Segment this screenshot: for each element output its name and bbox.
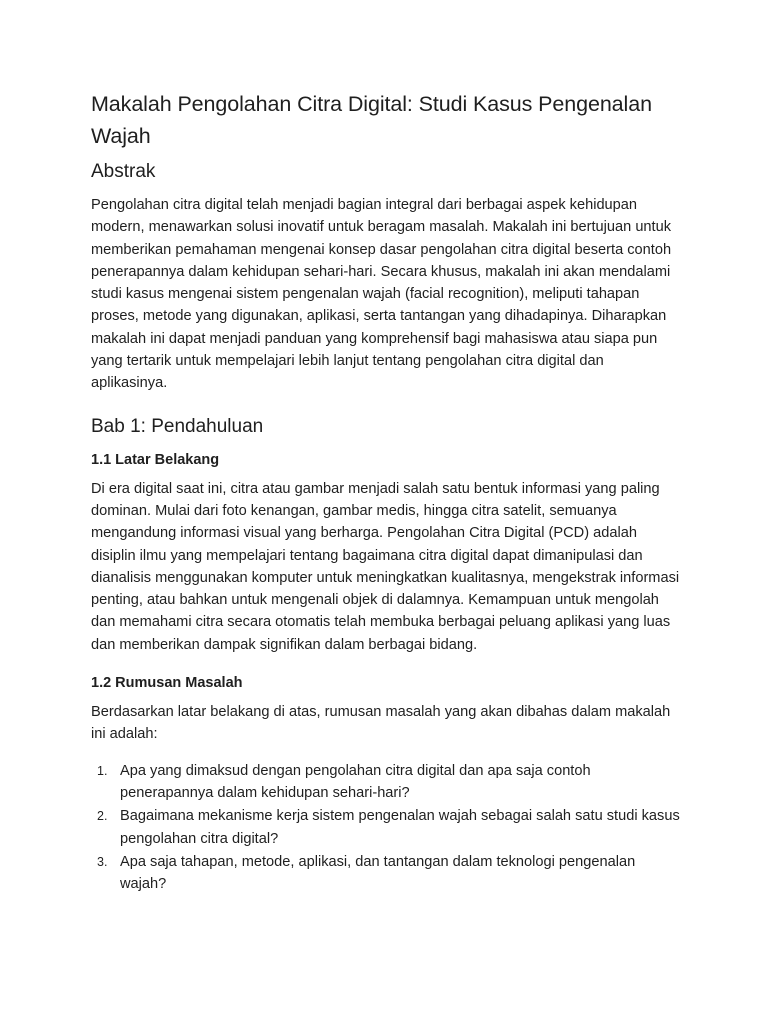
- section-1-2-heading: 1.2 Rumusan Masalah: [91, 675, 243, 692]
- chapter-1-heading: Bab 1: Pendahuluan: [91, 415, 264, 437]
- abstract-heading: Abstrak: [91, 161, 156, 182]
- list-item-text: Apa yang dimaksud dengan pengolahan citra digital dan apa saja contoh penerapannya dalam kehidupan sehari-hari?: [120, 762, 591, 801]
- document-page: [91, 88, 681, 896]
- section-1-2-intro: Berdasarkan latar belakang di atas, rumusan masalah yang akan dibahas dalam makalah ini adalah:: [91, 704, 671, 743]
- list-item-number: 3.: [97, 854, 108, 869]
- list-item-text: Bagaimana mekanisme kerja sistem pengenalan wajah sebagai salah satu studi kasus pengolahan citra digital?: [120, 808, 680, 847]
- research-questions-list: [91, 760, 681, 896]
- list-item: [91, 805, 681, 850]
- abstract-paragraph: Pengolahan citra digital telah menjadi bagian integral dari berbagai aspek kehidupan modern, menawarkan solusi inovatif untuk beragam masalah. Makalah ini bertujuan untuk memberikan pemahaman mengenai konsep dasar pengolahan citra digital beserta contoh penerapannya dalam kehidupan sehari-hari. Secara khusus, makalah ini akan mendalami studi kasus mengenai sistem pengenalan wajah (facial recognition), meliputi tahapan proses, metode yang digunakan, aplikasi, serta tantangan yang dihadapinya. Diharapkan makalah ini dapat menjadi panduan yang komprehensif bagi mahasiswa atau siapa pun yang tertarik untuk mempelajari lebih lanjut tentang pengolahan citra digital dan aplikasinya.: [91, 197, 672, 392]
- section-1-1-heading: 1.1 Latar Belakang: [91, 451, 220, 468]
- list-item: [91, 760, 681, 805]
- document-title: Makalah Pengolahan Citra Digital: Studi Kasus Pengenalan Wajah: [91, 92, 652, 148]
- list-item-text: Apa saja tahapan, metode, aplikasi, dan tantangan dalam teknologi pengenalan wajah?: [120, 853, 636, 893]
- list-item-number: 1.: [97, 763, 108, 778]
- list-item-number: 2.: [97, 809, 108, 824]
- section-1-1-paragraph: Di era digital saat ini, citra atau gambar menjadi salah satu bentuk informasi yang paling dominan. Mulai dari foto kenangan, gambar medis, hingga citra satelit, semuanya mengandung informasi visual yang berharga. Pengolahan Citra Digital (PCD) adalah disiplin ilmu yang mempelajari tentang bagaimana citra digital dapat dimanipulasi dan dianalisis menggunakan komputer untuk meningkatkan kualitasnya, mengekstrak informasi penting, atau bahkan untuk mengenali objek di dalamnya. Kemampuan untuk mengolah dan memahami citra secara otomatis telah membuka berbagai peluang aplikasi yang luas dan memberikan dampak signifikan dalam berbagai bidang.: [91, 480, 680, 653]
- list-item: [91, 851, 681, 896]
